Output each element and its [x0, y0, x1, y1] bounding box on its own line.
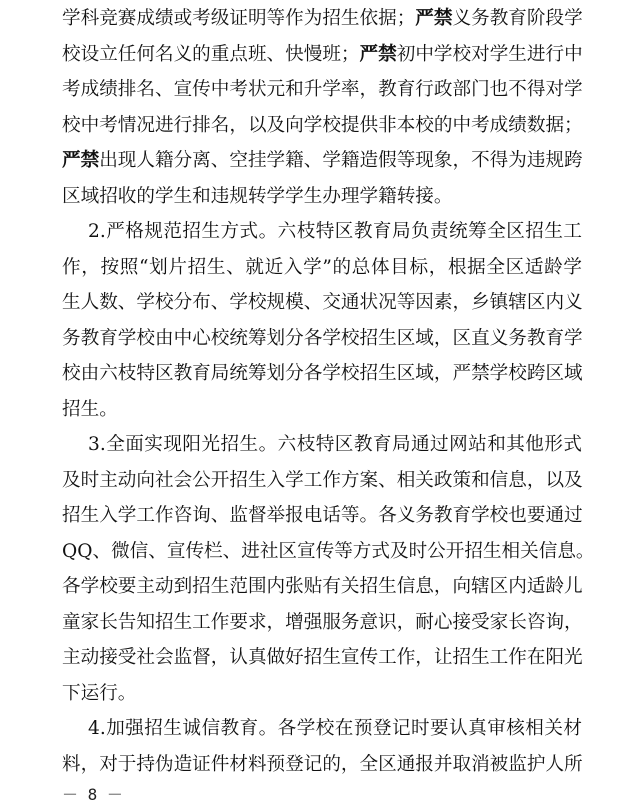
- paragraph-3-line-7: 主动接受社会监督，认真做好招生宣传工作，让招生工作在阳光: [62, 647, 583, 668]
- emphasis-text: 严禁: [415, 8, 453, 29]
- emphasis-text: 严禁: [62, 150, 100, 171]
- paragraph-2-line-2: 作，按照“划片招生、就近入学”的总体目标，根据全区适龄学: [62, 256, 582, 278]
- text-segment: 初中学校对学生进行中: [396, 43, 583, 65]
- text-segment: 区域招收的学生和违规转学学生办理学籍转接。: [62, 185, 453, 207]
- paragraph-3-line-8: 下运行。: [62, 682, 137, 704]
- paragraph-1-line-6: [62, 184, 582, 210]
- text-segment: 出现人籍分离、空挂学籍、学籍造假等现象，不得为违规跨: [99, 150, 583, 171]
- text-segment: 义务教育阶段学: [452, 8, 583, 29]
- paragraph-3-line-5: 各学校要主动到招生范围内张贴有关招生信息，向辖区内适龄儿: [62, 576, 583, 597]
- paragraph-3-line-6: 童家长告知招生工作要求，增强服务意识，耐心接受家长咨询，: [62, 611, 583, 633]
- paragraph-1-line-4: [62, 113, 582, 139]
- text-segment: 考成绩排名、宣传中考状元和升学率，教育行政部门也不得对学: [62, 79, 583, 100]
- paragraph-1-line-2: [62, 42, 582, 68]
- paragraph-3-line-3: 招生入学工作咨询、监督举报电话等。各义务教育学校也要通过: [62, 505, 583, 526]
- emphasis-text: 严禁: [359, 43, 397, 65]
- paragraph-1-line-5: [62, 148, 582, 174]
- paragraph-3-line-2: 及时主动向社会公开招生入学工作方案、相关政策和信息，以及: [62, 469, 583, 491]
- paragraph-2-line-6: 招生。: [62, 398, 118, 420]
- paragraph-2-line-1: 2.严格规范招生方式。六枝特区教育局负责统筹全区招生工: [88, 221, 582, 242]
- paragraph-3-line-4: QQ、微信、宣传栏、进社区宣传等方式及时公开招生相关信息。: [62, 540, 595, 562]
- paragraph-2-line-4: 务教育学校由中心校统筹划分各学校招生区域，区直义务教育学: [62, 327, 583, 349]
- text-segment: 学科竞赛成绩或考级证明等作为招生依据；: [62, 8, 416, 29]
- page-number: － 8 －: [62, 785, 123, 804]
- paragraph-4-line-1: 4.加强招生诚信教育。各学校在预登记时要认真审核相关材: [88, 718, 582, 739]
- paragraph-2-line-5: 校由六枝特区教育局统筹划分各学校招生区域，严禁学校跨区域: [62, 363, 583, 384]
- paragraph-1-line-1: [62, 6, 582, 32]
- paragraph-1-line-3: [62, 77, 582, 103]
- text-segment: 校中考情况进行排名，以及向学校提供非本校的中考成绩数据；: [62, 114, 583, 136]
- paragraph-4-line-2: 料，对于持伪造证件材料预登记的，全区通报并取消被监护人所: [62, 753, 583, 775]
- paragraph-3-line-1: 3.全面实现阳光招生。六枝特区教育局通过网站和其他形式: [88, 434, 582, 455]
- text-segment: 校设立任何名义的重点班、快慢班；: [62, 43, 360, 65]
- paragraph-2-line-3: 生人数、学校分布、学校规模、交通状况等因素，乡镇辖区内义: [62, 292, 583, 313]
